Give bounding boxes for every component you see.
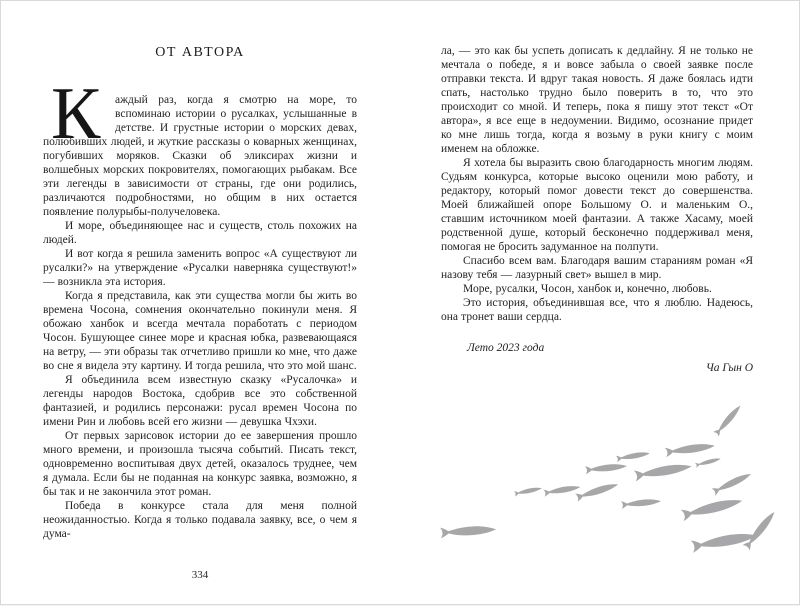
paragraph: Победа в конкурсе стала для меня полной неожиданностью. Когда я только подавала заявку, все, о чем я дума- bbox=[43, 500, 357, 540]
fish-icon bbox=[585, 462, 627, 474]
fish-icon bbox=[743, 509, 778, 550]
fish-icon bbox=[543, 483, 580, 496]
chapter-title: ОТ АВТОРА bbox=[155, 45, 245, 60]
paragraph: Когда я представила, как эти существа могли бы жить во времена Чосона, сомнения окончательно покинули меня. Я обожаю ханбок и всегда мечтала поработать с периодом Чосон. Бушующее синее море и красная юбка, развевающаяся на ветру, — эти образы так отчетливо пришли ко мне, что даже во сне я видела эту картину. И тогда решила, что это мой шанс. bbox=[43, 290, 357, 372]
paragraph: От первых зарисовок истории до ее завершения прошло много времени, и произошла тысяча событий. Писать текст, одновременно воспитывая двух детей, оказалось труднее, чем я думала. Если бы не поданная на конкурс заявка, возможно, я бы так и не закончила этот роман. bbox=[43, 430, 357, 498]
left-page bbox=[43, 45, 357, 541]
left-text-column bbox=[43, 73, 357, 541]
paragraph: ла, — это как бы успеть дописать к дедлайну. Я не только не мечтала о победе, я и вовсе забыла о своей заявке после отправки текста. И вдруг такая новость. Я даже боялась идти спать, настолько трудно было поверить в то, что это происходит со мной. И теперь, пока я пишу этот текст «От автора», я все еще в недоумении. Видимо, осознание придет ко мне лишь тогда, когда я возьму в руки книгу с моим именем на обложке. bbox=[441, 45, 753, 155]
paragraph: Я хотела бы выразить свою благодарность многим людям. Судьям конкурса, которые высоко оценили мою работу, и редактору, который помог довести текст до совершенства. Моей ближайшей опоре Большому О. и маленьким О., ставшим источником моей фантазии. А также Хасаму, моей родственной душе, который бесконечно поддерживал меня, помогая не бросить задуманное на полпути. bbox=[441, 157, 753, 253]
author-signature: Ча Гын О bbox=[705, 362, 753, 374]
fish-icon bbox=[440, 524, 496, 539]
paragraph: Спасибо всем вам. Благодаря вашим стараниям роман «Я назову тебя — лазурный свет» вышел в мир. bbox=[441, 255, 753, 281]
page-number: 334 bbox=[191, 569, 209, 581]
date-line: Лето 2023 года bbox=[467, 342, 545, 354]
paragraph: Это история, объединившая все, что я люблю. Надеюсь, она тронет ваши сердца. bbox=[441, 297, 753, 323]
paragraph: Море, русалки, Чосон, ханбок и, конечно, любовь. bbox=[463, 283, 712, 295]
paragraph: К аждый раз, когда я смотрю на море, то вспоминаю истории о русалках, услышанные в детстве. И грустные истории о морских девах, полюбивших людей, и жуткие рассказы о коварных женщинах, погубивших моряков. Сказки об эликсирах жизни и волшебных морских покровителях, помогающих рыбакам. Все эти легенды в зависимости от страны, где они родились, различаются подробностями, но общим в них остается появление полурыбы-получеловека. bbox=[43, 73, 357, 218]
fish-icon bbox=[575, 480, 619, 501]
paragraph: Я объединила всем известную сказку «Русалочка» и легенды народов Востока, сдобрив все это собственной фантазией, и родились персонажи: русал времен Чосона по имени Рин и любовь всей его жизни — девушка Чхэхи. bbox=[43, 374, 357, 428]
right-text-column bbox=[441, 44, 753, 324]
fish-icon bbox=[621, 497, 661, 509]
fish-icon bbox=[514, 485, 542, 496]
fish-icon bbox=[695, 456, 721, 467]
fish-icon bbox=[681, 495, 744, 521]
fish-icon bbox=[634, 461, 693, 482]
drop-cap: К bbox=[51, 73, 101, 155]
fish-icon bbox=[691, 529, 758, 553]
paragraph: И море, объединяющее нас и существ, столь похожих на людей. bbox=[43, 220, 357, 246]
right-page bbox=[441, 44, 753, 375]
paragraph: И вот когда я решила заменить вопрос «А существуют ли русалки?» на утверждение «Русалки наверняка существуют!» — возникла эта история. bbox=[43, 248, 357, 288]
fish-icon bbox=[712, 470, 753, 495]
fish-icon bbox=[665, 441, 716, 457]
fish-icon bbox=[713, 403, 743, 437]
fish-icon bbox=[616, 450, 650, 462]
